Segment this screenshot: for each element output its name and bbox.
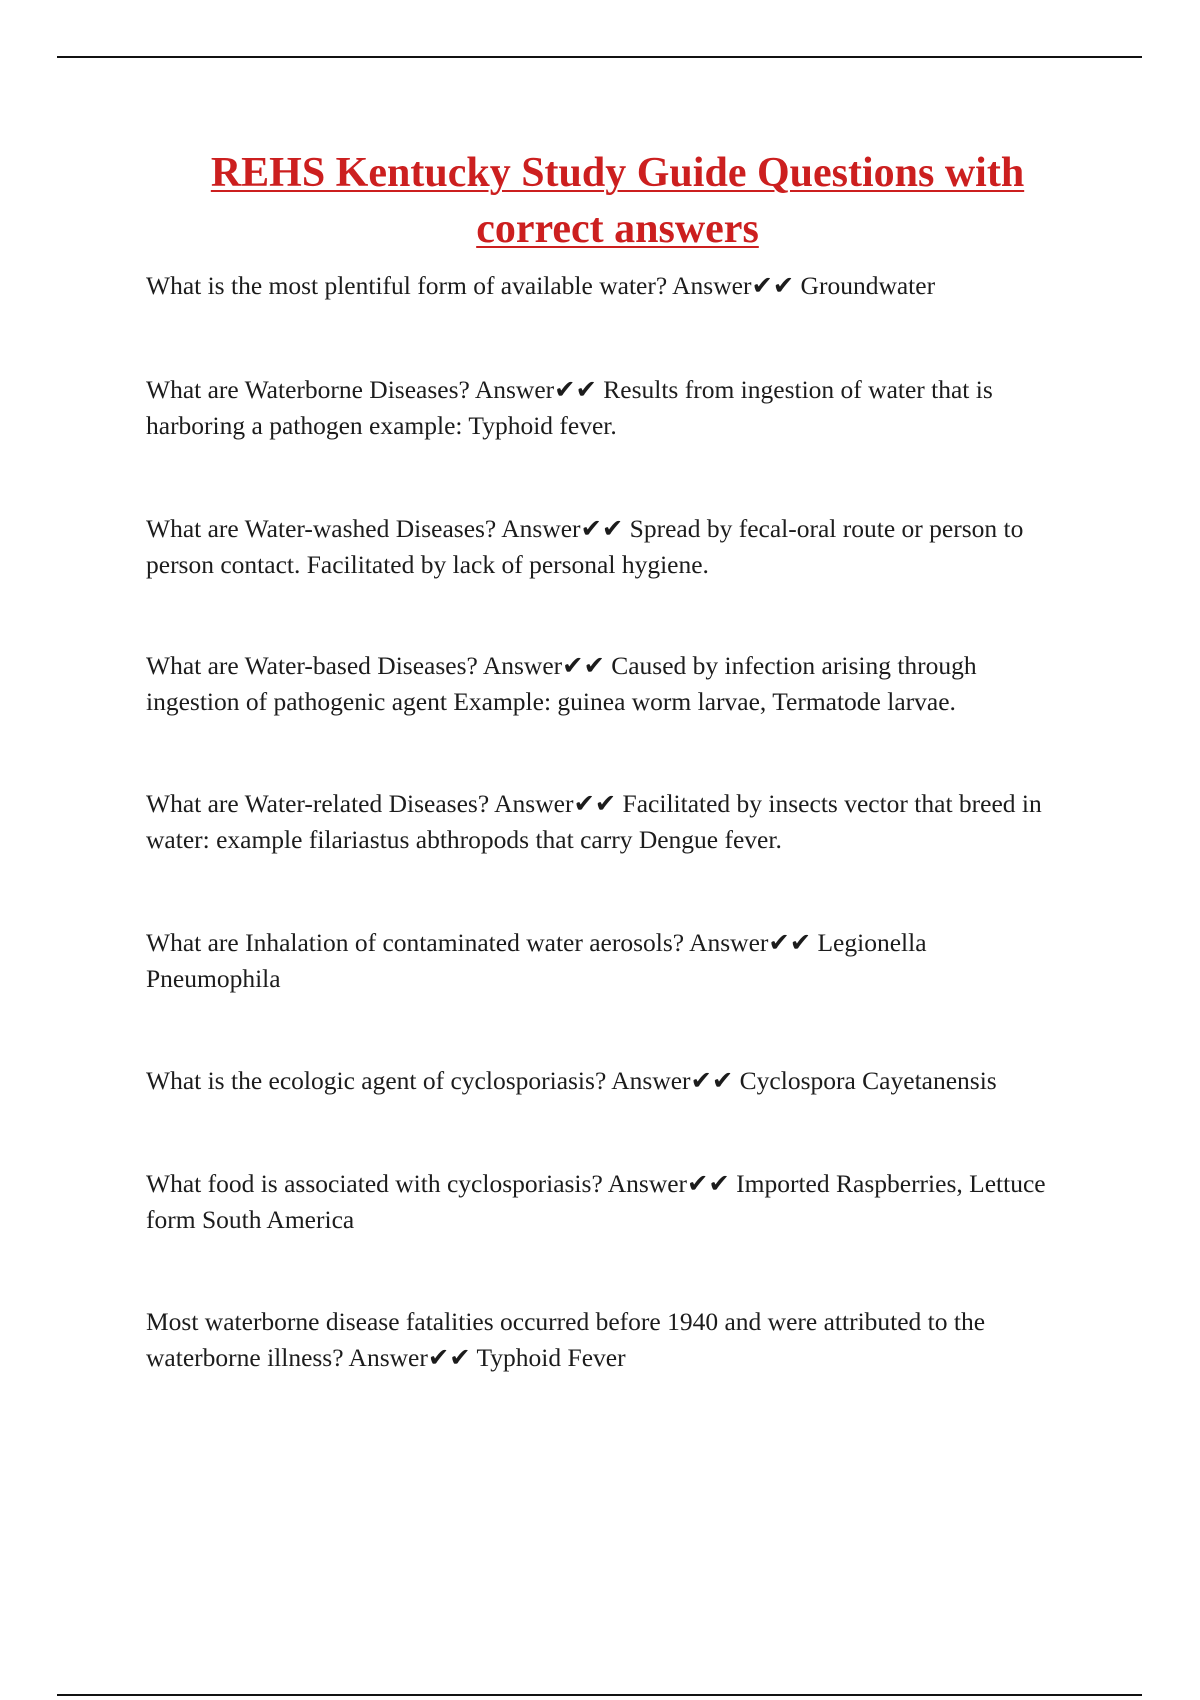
- answer-marker: Answer✔✔: [611, 1066, 734, 1095]
- answer-marker: Answer✔✔: [474, 375, 597, 404]
- question-text: What is the most plentiful form of available water?: [146, 271, 668, 300]
- qa-item-5: [146, 786, 1056, 858]
- qa-item-6: [146, 925, 1036, 997]
- answer-marker: Answer✔✔: [482, 651, 605, 680]
- document-title: REHS Kentucky Study Guide Questions with correct answers: [210, 150, 1025, 252]
- top-rule: [57, 56, 1142, 58]
- qa-item-9: [146, 1304, 1106, 1376]
- answer-marker: Answer✔✔: [689, 928, 812, 957]
- answer-text: Typhoid Fever: [476, 1343, 626, 1372]
- answer-text: Legionella Pneumophila: [146, 928, 927, 993]
- bottom-rule: [57, 1694, 1142, 1696]
- question-text: What are Water-related Diseases?: [146, 789, 490, 818]
- qa-item-4: [146, 648, 1076, 720]
- question-text: What are Inhalation of contaminated water aerosols?: [146, 928, 685, 957]
- question-text: What are Water-based Diseases?: [146, 651, 478, 680]
- answer-text: Facilitated by insects vector that breed in water: example filariastus abthropods that carry Dengue fever.: [146, 789, 1042, 854]
- question-text: What is the ecologic agent of cyclosporiasis?: [146, 1066, 607, 1095]
- answer-marker: Answer✔✔: [494, 789, 617, 818]
- qa-item-2: [146, 372, 1096, 444]
- qa-item-7: [146, 1063, 1146, 1099]
- answer-marker: Answer✔✔: [501, 514, 624, 543]
- question-text: What are Water-washed Diseases?: [146, 514, 497, 543]
- qa-item-8: [146, 1166, 1066, 1238]
- answer-text: Results from ingestion of water that is harboring a pathogen example: Typhoid fever.: [146, 375, 993, 440]
- qa-item-3: [146, 511, 1026, 583]
- question-text: Most waterborne disease fatalities occurred before 1940 and were attributed to the waterborne illness?: [146, 1307, 986, 1372]
- answer-text: Caused by infection arising through ingestion of pathogenic agent Example: guinea worm larvae, Termatode larvae.: [146, 651, 977, 716]
- answer-marker: Answer✔✔: [348, 1343, 471, 1372]
- answer-text: Cyclospora Cayetanensis: [739, 1066, 997, 1095]
- answer-marker: Answer✔✔: [672, 271, 795, 300]
- question-text: What food is associated with cyclosporiasis?: [146, 1169, 603, 1198]
- answer-marker: Answer✔✔: [607, 1169, 730, 1198]
- answer-text: Imported Raspberries, Lettuce form South America: [146, 1169, 1046, 1234]
- answer-text: Groundwater: [800, 271, 936, 300]
- answer-text: Spread by fecal-oral route or person to person contact. Facilitated by lack of personal hygiene.: [146, 514, 1024, 579]
- question-text: What are Waterborne Diseases?: [146, 375, 470, 404]
- qa-item-1: [146, 268, 1046, 304]
